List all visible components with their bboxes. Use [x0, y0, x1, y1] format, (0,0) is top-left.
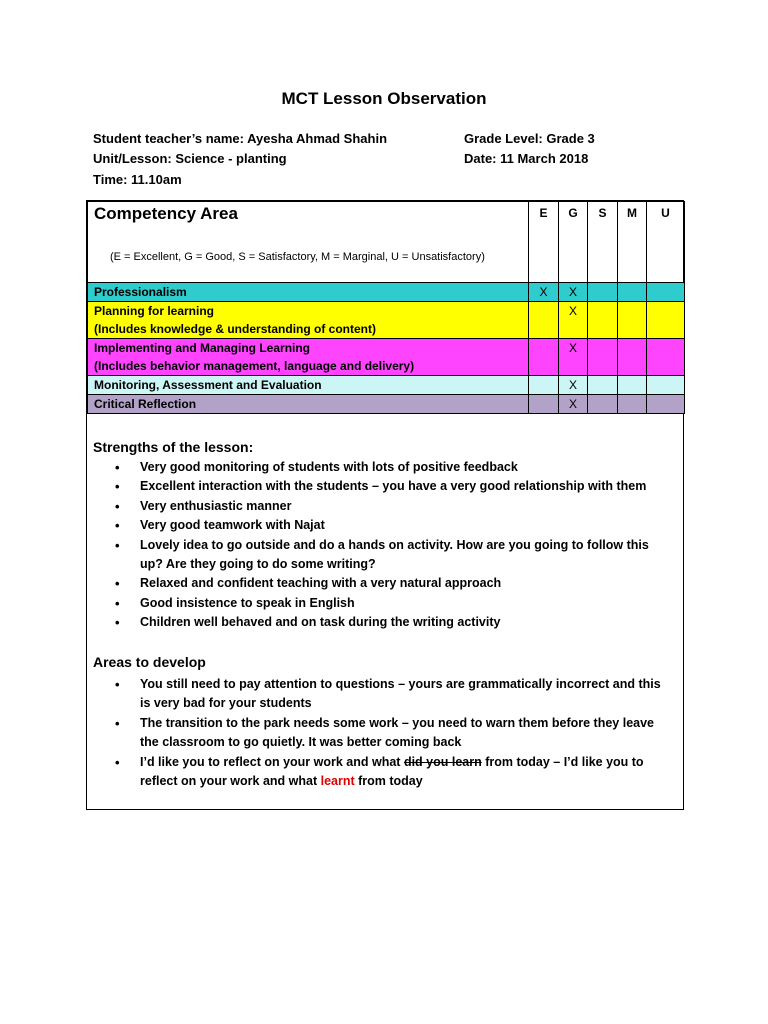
competency-header-cell [88, 202, 529, 283]
list-item: • You still need to pay attention to questions – yours are grammatically incorrect and this is very bad for your students [87, 675, 665, 714]
lesson-time: Time: 11.10am [93, 172, 182, 187]
rating-cell-g: X [559, 395, 588, 414]
competency-header-row [88, 202, 685, 283]
unit-lesson: Unit/Lesson: Science - planting [93, 151, 287, 166]
rating-cell-m [618, 395, 647, 414]
rating-cell-u [647, 283, 685, 302]
rating-cell-s [588, 376, 618, 395]
competency-label-line: Professionalism [94, 285, 187, 299]
rating-cell-u [647, 376, 685, 395]
rating-cell-g: X [559, 283, 588, 302]
list-item: • Excellent interaction with the students – you have a very good relationship with them [87, 477, 665, 496]
strengths-heading: Strengths of the lesson: [93, 439, 254, 455]
rating-cell-s [588, 302, 618, 339]
rating-cell-e [529, 302, 559, 339]
rating-cell-m [618, 339, 647, 376]
rating-cell-s [588, 283, 618, 302]
rating-cell-g: X [559, 339, 588, 376]
rating-cell-e: X [529, 283, 559, 302]
competency-label-note: (Includes behavior management, language and delivery) [94, 359, 415, 373]
item-text: from today [354, 774, 423, 789]
develop-heading: Areas to develop [93, 654, 206, 670]
list-item: • Very enthusiastic manner [87, 497, 665, 516]
competency-label-line: Critical Reflection [94, 397, 197, 411]
rating-cell-m [618, 302, 647, 339]
competency-label-line: Monitoring, Assessment and Evaluation [94, 378, 322, 392]
rating-cell-g: X [559, 302, 588, 339]
rating-cell-s [588, 395, 618, 414]
observation-box [86, 200, 684, 810]
lesson-date: Date: 11 March 2018 [464, 151, 589, 166]
col-header-e: E [529, 202, 559, 283]
col-header-u: U [647, 202, 685, 283]
competency-row [88, 283, 685, 302]
list-item: • Children well behaved and on task during the writing activity [87, 613, 665, 632]
competency-table [87, 201, 685, 414]
col-header-g: G [559, 202, 588, 283]
rating-cell-u [647, 302, 685, 339]
item-text: I’d like you to reflect on your work and what [140, 754, 404, 769]
rating-cell-m [618, 376, 647, 395]
grade-level: Grade Level: Grade 3 [464, 131, 595, 146]
rating-cell-e [529, 376, 559, 395]
competency-label [88, 395, 529, 414]
competency-label-line: Planning for learning [94, 304, 215, 318]
competency-label [88, 376, 529, 395]
col-header-s: S [588, 202, 618, 283]
rating-cell-g: X [559, 376, 588, 395]
list-item: • Relaxed and confident teaching with a very natural approach [87, 574, 665, 593]
student-name: Student teacher’s name: Ayesha Ahmad Shahin [93, 131, 388, 146]
rating-cell-u [647, 339, 685, 376]
rating-cell-u [647, 395, 685, 414]
item-text: from today – I’d like you to reflect on your work and what [140, 754, 644, 789]
competency-label [88, 283, 529, 302]
document-title: MCT Lesson Observation [281, 89, 487, 108]
list-item [87, 753, 665, 792]
develop-list [87, 675, 677, 791]
competency-row [88, 376, 685, 395]
rating-legend: (E = Excellent, G = Good, S = Satisfactory, M = Marginal, U = Unsatisfactory) [110, 251, 485, 263]
strengths-list [87, 458, 677, 633]
competency-label [88, 302, 529, 339]
rating-cell-m [618, 283, 647, 302]
highlighted-text: learnt [320, 774, 355, 789]
col-header-m: M [618, 202, 647, 283]
list-item: • Good insistence to speak in English [87, 594, 665, 613]
rating-cell-e [529, 339, 559, 376]
struck-text: did you learn [403, 754, 482, 769]
competency-label [88, 339, 529, 376]
rating-cell-e [529, 395, 559, 414]
rating-cell-s [588, 339, 618, 376]
list-item: • Very good teamwork with Najat [87, 516, 665, 535]
competency-row [88, 395, 685, 414]
competency-heading: Competency Area [94, 204, 238, 223]
list-item: • The transition to the park needs some work – you need to warn them before they leave the classroom to go quietly. It was better coming back [87, 714, 665, 753]
list-item: • Very good monitoring of students with lots of positive feedback [87, 458, 665, 477]
list-item: • Lovely idea to go outside and do a hands on activity. How are you going to follow this up? Are they going to do some writing? [87, 536, 665, 575]
competency-label-line: Implementing and Managing Learning [94, 341, 311, 355]
competency-label-note: (Includes knowledge & understanding of content) [94, 322, 377, 336]
competency-row [88, 339, 685, 376]
competency-row [88, 302, 685, 339]
